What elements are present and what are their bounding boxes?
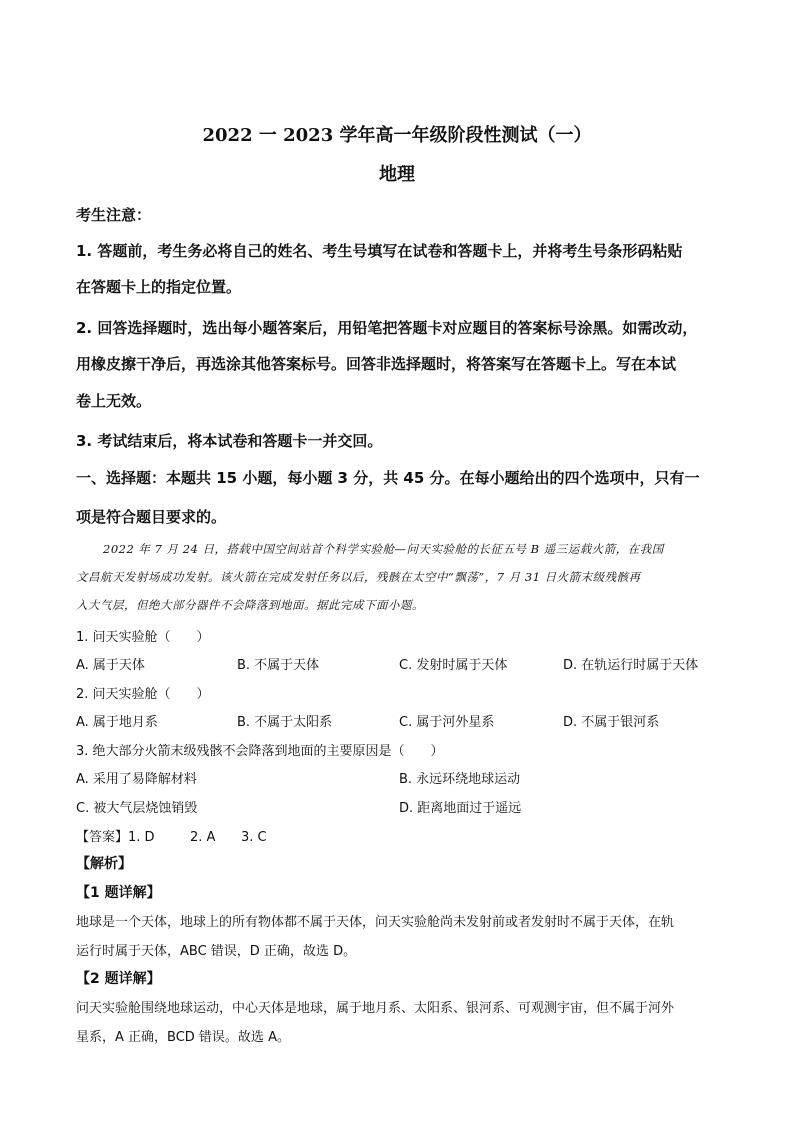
material-line-3: 入大气层，但绝大部分器件不会降落到地面。据此完成下面小题。 [76, 598, 424, 612]
notice-item-2-line-3: 卷上无效。 [76, 392, 152, 410]
question-3-option-d: D. 距离地面过于遥远 [399, 801, 522, 816]
analysis-q2-line-1: 问天实验舱围绕地球运动，中心天体是地球，属于地月系、太阳系、银河系、可观测宇宙，但不属于河外 [76, 1001, 675, 1016]
question-3-option-a: A. 采用了易降解材料 [76, 772, 197, 787]
notice-item-1-line-2: 在答题卡上的指定位置。 [76, 278, 242, 296]
analysis-heading: 【解析】 [76, 856, 132, 872]
notice-item-2-line-2: 用橡皮擦干净后，再选涂其他答案标号。回答非选择题时，将答案写在答题卡上。写在本试 [76, 355, 677, 373]
analysis-q1-line-1: 地球是一个天体，地球上的所有物体都不属于天体，问天实验舱尚未发射前或者发射时不属于天体，在轨 [76, 915, 675, 930]
section-heading-line-2: 项是符合题目要求的。 [76, 508, 227, 526]
question-2-option-c: C. 属于河外星系 [399, 715, 495, 730]
question-3-option-c: C. 被大气层烧蚀销毁 [76, 801, 198, 816]
question-1-stem: 1. 问天实验舱（ ） [76, 630, 210, 645]
analysis-q1-heading: 【1 题详解】 [76, 885, 161, 901]
answer-line [76, 826, 267, 845]
material-line-2: 文昌航天发射场成功发射。该火箭在完成发射任务以后，残骸在太空中“飘荡”，7 月 31 日火箭末级残骸再 [76, 570, 641, 584]
question-3-stem: 3. 绝大部分火箭末级残骸不会降落到地面的主要原因是（ ） [76, 744, 444, 759]
notice-item-2-line-1: 2. 回答选择题时，选出每小题答案后，用铅笔把答题卡对应题目的答案标号涂黑。如需改动， [76, 319, 698, 337]
answer-label: 【答案】 [76, 830, 129, 845]
subject-title: 地理 [379, 164, 415, 185]
notice-heading: 考生注意： [76, 206, 152, 224]
question-2-stem: 2. 问天实验舱（ ） [76, 687, 210, 702]
answer-2: 2. A [190, 830, 216, 845]
question-1-option-b: B. 不属于天体 [237, 658, 320, 673]
answer-1: 1. D [128, 830, 155, 845]
notice-item-3: 3. 考试结束后，将本试卷和答题卡一并交回。 [76, 432, 383, 450]
question-3-option-b: B. 永远环绕地球运动 [399, 772, 521, 787]
question-2-option-b: B. 不属于太阳系 [237, 715, 333, 730]
analysis-q1-line-2: 运行时属于天体，ABC 错误，D 正确，故选 D。 [76, 944, 357, 959]
analysis-q2-line-2: 星系，A 正确，BCD 错误。故选 A。 [76, 1030, 290, 1045]
question-1-option-c: C. 发射时属于天体 [399, 658, 508, 673]
section-heading-line-1: 一、选择题：本题共 15 小题，每小题 3 分，共 45 分。在每小题给出的四个选项中，只有一 [76, 469, 700, 487]
question-2-option-a: A. 属于地月系 [76, 715, 158, 730]
question-2-option-d: D. 不属于银河系 [563, 715, 660, 730]
notice-item-1-line-1: 1. 答题前，考生务必将自己的姓名、考生号填写在试卷和答题卡上，并将考生号条形码粘贴 [76, 242, 683, 260]
question-1-option-a: A. 属于天体 [76, 658, 145, 673]
exam-title: 2022 一 2023 学年高一年级阶段性测试（一） [202, 125, 592, 146]
analysis-q2-heading: 【2 题详解】 [76, 971, 161, 987]
answer-3: 3. C [241, 830, 267, 845]
material-line-1: 2022 年 7 月 24 日，搭载中国空间站首个科学实验舱—问天实验舱的长征五号 B 遥三运载火箭，在我国 [103, 542, 664, 556]
question-1-option-d: D. 在轨运行时属于天体 [563, 658, 699, 673]
